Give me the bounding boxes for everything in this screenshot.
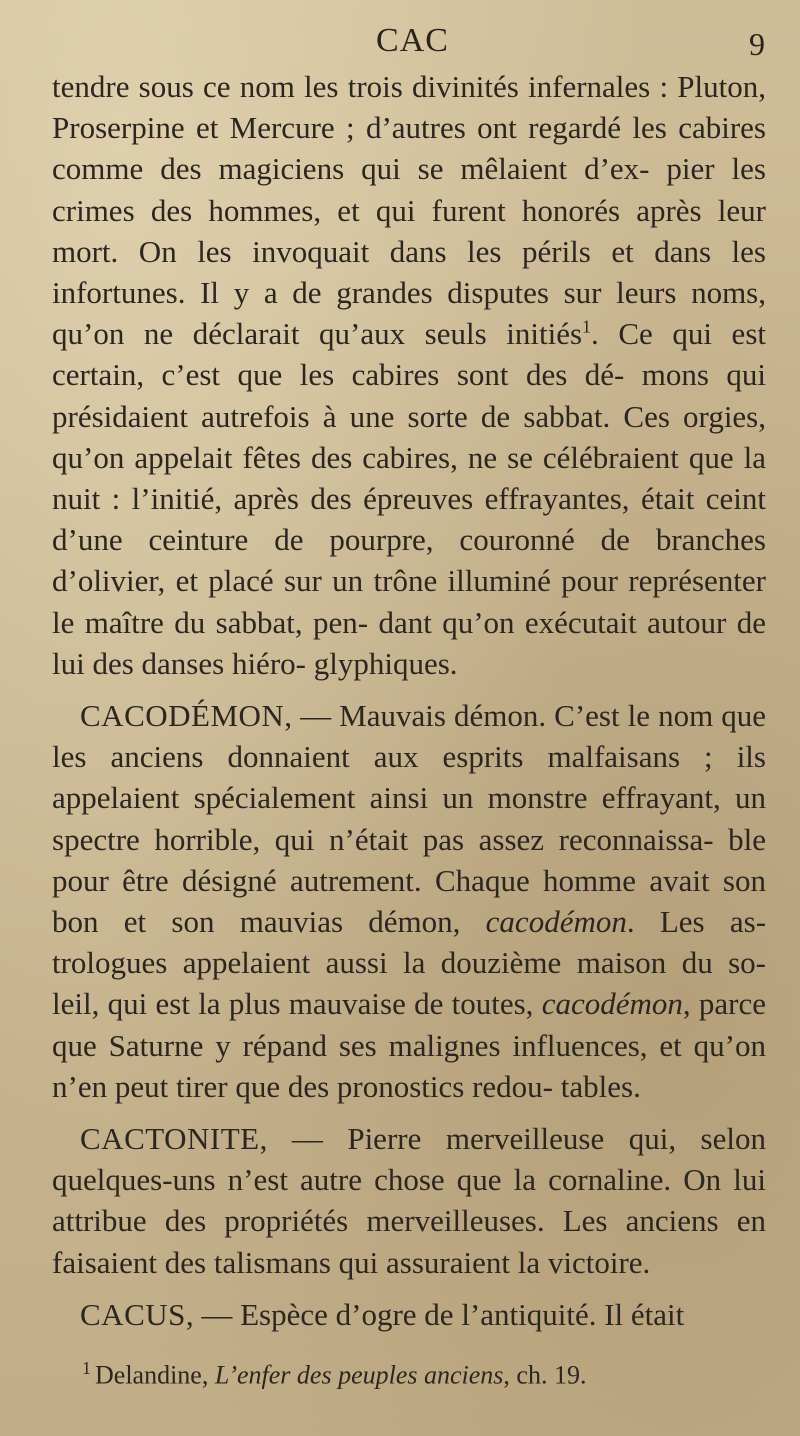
running-head: CAC <box>376 22 449 59</box>
footnote-author: Delandine, <box>95 1360 209 1390</box>
entry-term: CACUS <box>80 1296 186 1332</box>
footnote-reference: 1 <box>582 316 592 337</box>
entry-cactonite <box>52 1118 766 1283</box>
page-number: 9 <box>749 26 765 62</box>
paragraph-text: . Ce qui est certain, c’est que les cabires sont des dé- mons qui présidaient autrefois à une sorte de sabbat. Ces orgies, qu’on appelait fêtes des cabires, ne se célébraient que la nuit : l’initié, après des épreuves effrayantes, était ceint d’une ceinture de pourpre, couronné de branches d’olivier, et placé sur un trône illuminé pour représenter le maître du sabbat, pen- dant qu’on exécutait autour de lui des danses hiéro- glyphiques. <box>52 316 766 681</box>
footnote-rest: , ch. 19. <box>503 1360 587 1390</box>
entry-text: , — Pierre merveilleuse qui, selon quelques-uns n’est autre chose que la cornaline. On lui attribue des propriétés merveilleuses. Les anciens en faisaient des talismans qui assuraient la victoire. <box>52 1121 766 1280</box>
entry-cacus <box>52 1294 766 1335</box>
paragraph-text: tendre sous ce nom les trois divinités infernales : Pluton, Proserpine et Mercure ; d’autres ont regardé les cabires comme des magiciens qui se mêlaient d’ex- pier les crimes des hommes, et qui furent honorés après leur mort. On les invoquait dans les périls et dans les infortunes. Il y a de grandes disputes sur leurs noms, qu’on ne déclarait qu’aux seuls initiés <box>52 69 766 352</box>
footnote-mark: 1 <box>82 1358 91 1378</box>
entry-italic: cacodémon <box>541 986 683 1022</box>
entry-term: CACODÉMON <box>80 698 285 734</box>
page-body <box>52 66 766 1335</box>
entry-term: CACTONITE <box>80 1121 260 1157</box>
page-header <box>60 22 765 66</box>
paragraph-cabires-continued <box>52 66 766 684</box>
entry-text: , — Espèce d’ogre de l’antiquité. Il était <box>185 1296 685 1332</box>
footnote <box>82 1351 772 1393</box>
entry-text: , — Mauvais démon. C’est le nom que les anciens donnaient aux esprits malfaisans ; ils appelaient spécialement ainsi un monstre effrayant, un spectre horrible, qui n’était pas assez reconnaissa- ble pour être désigné autrement. Chaque homme avait son bon et son mauvias démon, <box>52 698 766 940</box>
entry-italic: cacodémon <box>485 904 627 940</box>
footnote-title: L’enfer des peuples anciens <box>214 1360 504 1390</box>
entry-text: . Les as- trologues appelaient aussi la douzième maison du so- leil, qui est la plus mauvaise de toutes, <box>52 904 767 1022</box>
entry-cacodemon <box>52 695 766 1107</box>
entry-text: , parce que Saturne y répand ses malignes influences, et qu’on n’en peut tirer que des pronostics redou- tables. <box>52 986 766 1104</box>
